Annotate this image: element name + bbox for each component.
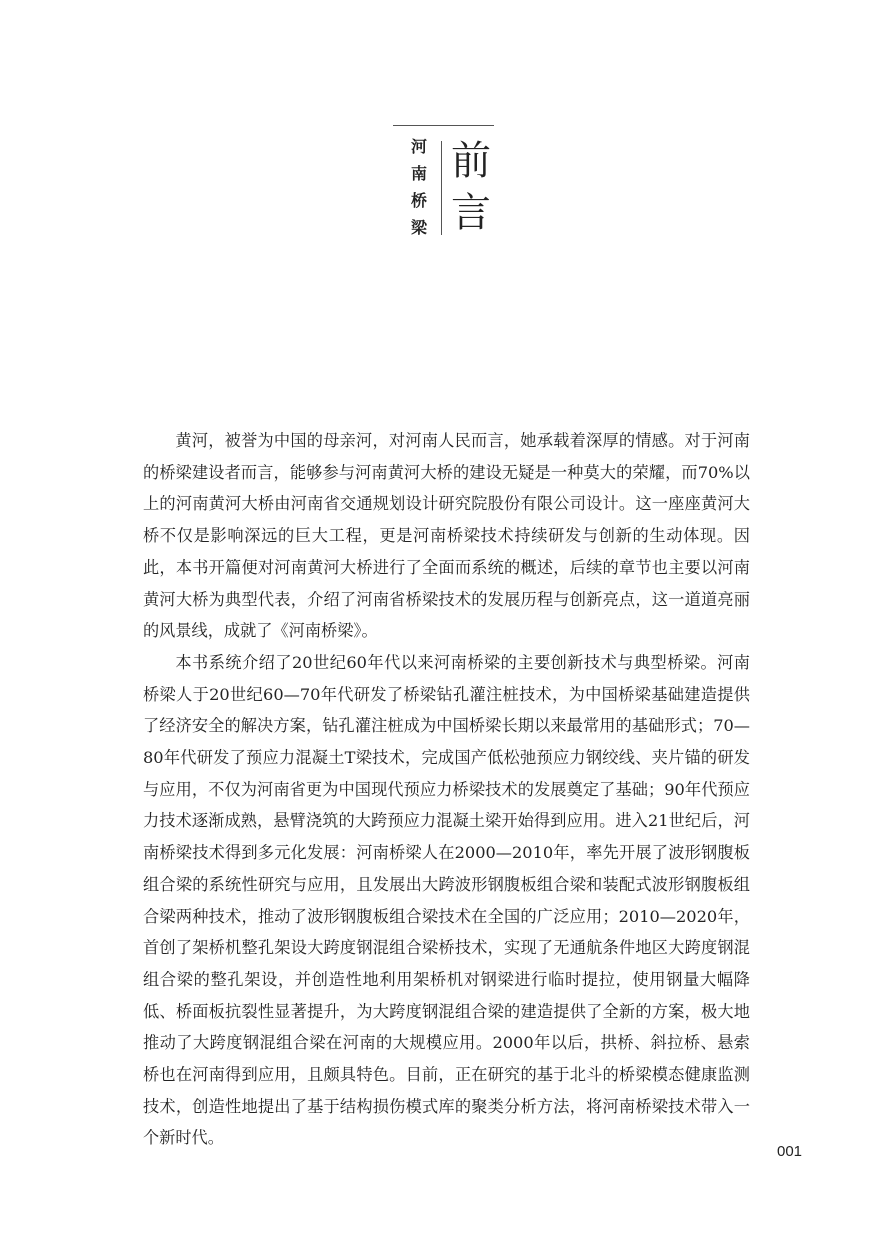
series-char: 南 (410, 164, 427, 183)
chapter-title (449, 135, 493, 239)
series-char: 河 (410, 137, 427, 156)
page-number: 001 (777, 1143, 803, 1160)
series-char: 桥 (410, 191, 427, 210)
title-char: 言 (451, 190, 491, 236)
body-text (143, 425, 750, 1154)
series-char: 梁 (410, 218, 427, 237)
header-divider (441, 141, 442, 235)
header-top-rule (393, 125, 494, 126)
title-char: 前 (451, 138, 491, 184)
paragraph: 本书系统介绍了20世纪60年代以来河南桥梁的主要创新技术与典型桥梁。河南桥梁人于20世纪60—70年代研发了桥梁钻孔灌注桩技术，为中国桥梁基础建造提供了经济安全的解决方案，钻孔灌注桩成为中国桥梁长期以来最常用的基础形式；70—80年代研发了预应力混凝土T梁技术，完成国产低松弛预应力钢绞线、夹片锚的研发与应用，不仅为河南省更为中国现代预应力桥梁技术的发展奠定了基础；90年代预应力技术逐渐成熟，悬臂浇筑的大跨预应力混凝土梁开始得到应用。进入21世纪后，河南桥梁技术得到多元化发展：河南桥梁人在2000—2010年，率先开展了波形钢腹板组合梁的系统性研究与应用，且发展出大跨波形钢腹板组合梁和装配式波形钢腹板组合梁两种技术，推动了波形钢腹板组合梁技术在全国的广泛应用；2010—2020年，首创了架桥机整孔架设大跨度钢混组合梁桥技术，实现了无通航条件地区大跨度钢混组合梁的整孔架设，并创造性地利用架桥机对钢梁进行临时提拉，使用钢量大幅降低、桥面板抗裂性显著提升，为大跨度钢混组合梁的建造提供了全新的方案，极大地推动了大跨度钢混组合梁在河南的大规模应用。2000年以后，拱桥、斜拉桥、悬索桥也在河南得到应用，且颇具特色。目前，正在研究的基于北斗的桥梁模态健康监测技术，创造性地提出了基于结构损伤模式库的聚类分析方法，将河南桥梁技术带入一个新时代。 (143, 652, 750, 1148)
chapter-header (393, 125, 494, 245)
paragraph: 黄河，被誉为中国的母亲河，对河南人民而言，她承载着深厚的情感。对于河南的桥梁建设者而言，能够参与河南黄河大桥的建设无疑是一种莫大的荣耀，而70%以上的河南黄河大桥由河南省交通规划设计研究院股份有限公司设计。这一座座黄河大桥不仅是影响深远的巨大工程，更是河南桥梁技术持续研发与创新的生动体现。因此，本书开篇便对河南黄河大桥进行了全面而系统的概述，后续的章节也主要以河南黄河大桥为典型代表，介绍了河南省桥梁技术的发展历程与创新亮点，这一道道亮丽的风景线，成就了《河南桥梁》。 (143, 431, 750, 641)
book-series-title (407, 133, 431, 241)
